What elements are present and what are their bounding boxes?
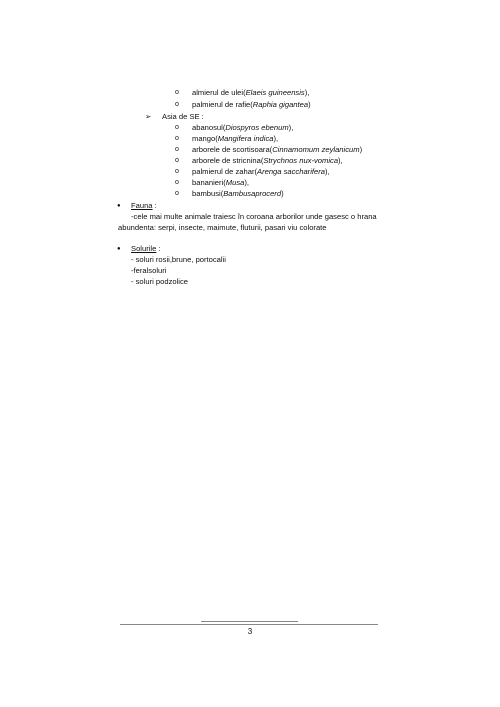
latin-name: Bambusaprocerd	[223, 189, 282, 198]
item-suffix: ),	[288, 123, 294, 132]
soils-heading	[131, 244, 161, 254]
item-suffix: ),	[338, 156, 343, 165]
circle-bullet-icon: o	[175, 179, 179, 186]
plant-name: arborele de stricnina	[192, 156, 261, 165]
circle-bullet-icon: o	[175, 124, 179, 131]
soils-text-line: - soluri rosii,brune, portocalii	[131, 255, 226, 264]
fauna-heading	[131, 201, 157, 211]
fauna-title: Fauna	[131, 201, 153, 210]
plant-name: mango	[192, 134, 216, 143]
bullet-icon: ●	[117, 203, 121, 209]
plant-name: palmierul de rafie	[192, 100, 251, 109]
soils-text-line: -feralsoluri	[131, 266, 167, 275]
bullet-icon: ●	[117, 246, 121, 252]
circle-bullet-icon: o	[175, 89, 179, 96]
item-suffix: )	[308, 100, 311, 109]
circle-bullet-icon: o	[175, 157, 179, 164]
latin-name: Arenga saccharifera	[257, 167, 325, 176]
latin-name: Elaeis guineensis	[245, 88, 305, 97]
circle-bullet-icon: o	[175, 135, 179, 142]
plant-name: bananieri	[192, 178, 224, 187]
item-suffix: )	[281, 189, 284, 198]
latin-name: Raphia gigantea	[252, 100, 309, 109]
page-number: 3	[247, 627, 253, 636]
circle-bullet-icon: o	[175, 101, 179, 108]
soils-title-suffix: :	[156, 244, 161, 253]
list-item: arborele de scortisoara(Cinnamomum zeylanicum)	[192, 145, 363, 154]
footer-short-rule	[201, 621, 298, 622]
circle-bullet-icon: o	[175, 168, 179, 175]
latin-name: Strychnos nux-vomica	[263, 156, 339, 165]
plant-name: bambusi	[192, 189, 221, 198]
region-heading: Asia de SE :	[162, 112, 204, 121]
latin-name: Cinnamomum zeylanicum	[272, 145, 360, 154]
fauna-title-suffix: :	[152, 201, 157, 210]
circle-bullet-icon: o	[175, 190, 179, 197]
item-suffix: )	[359, 145, 363, 154]
latin-name: Mangifera indica	[217, 134, 274, 143]
list-item: almierul de ulei(Elaeis guineensis),	[192, 88, 310, 97]
list-item: palmierul de zahar(Arenga saccharifera),	[192, 167, 330, 176]
list-item: bambusi(Bambusaprocerd)	[192, 189, 284, 198]
list-item: arborele de stricnina(Strychnos nux-vomica),	[192, 156, 343, 165]
fauna-text-line: -cele mai multe animale traiesc în coroana arborilor unde gasesc o hrana	[131, 212, 377, 221]
item-suffix: ),	[324, 167, 330, 176]
plant-name: arborele de scortisoara	[192, 145, 270, 154]
item-suffix: ),	[244, 178, 249, 187]
plant-name: almierul de ulei	[192, 88, 244, 97]
plant-name: palmierul de zahar	[192, 167, 255, 176]
circle-bullet-icon: o	[175, 146, 179, 153]
footer-rule	[120, 624, 378, 625]
latin-name: Musa	[225, 178, 245, 187]
list-item: abanosul(Diospyros ebenum),	[192, 123, 294, 132]
soils-title: Solurile	[131, 244, 157, 253]
soils-text-line: - soluri podzolice	[131, 277, 188, 286]
arrow-bullet-icon: ➢	[145, 112, 152, 121]
plant-name: abanosul	[192, 123, 223, 132]
item-suffix: ),	[304, 88, 310, 97]
list-item: mango(Mangifera indica),	[192, 134, 279, 143]
fauna-text-line: abundenta: serpi, insecte, maimute, fluturii, pasari viu colorate	[118, 223, 327, 232]
latin-name: Diospyros ebenum	[225, 123, 289, 132]
list-item: bananieri(Musa),	[192, 178, 249, 187]
list-item: palmierul de rafie(Raphia gigantea)	[192, 100, 311, 109]
item-suffix: ),	[273, 134, 279, 143]
